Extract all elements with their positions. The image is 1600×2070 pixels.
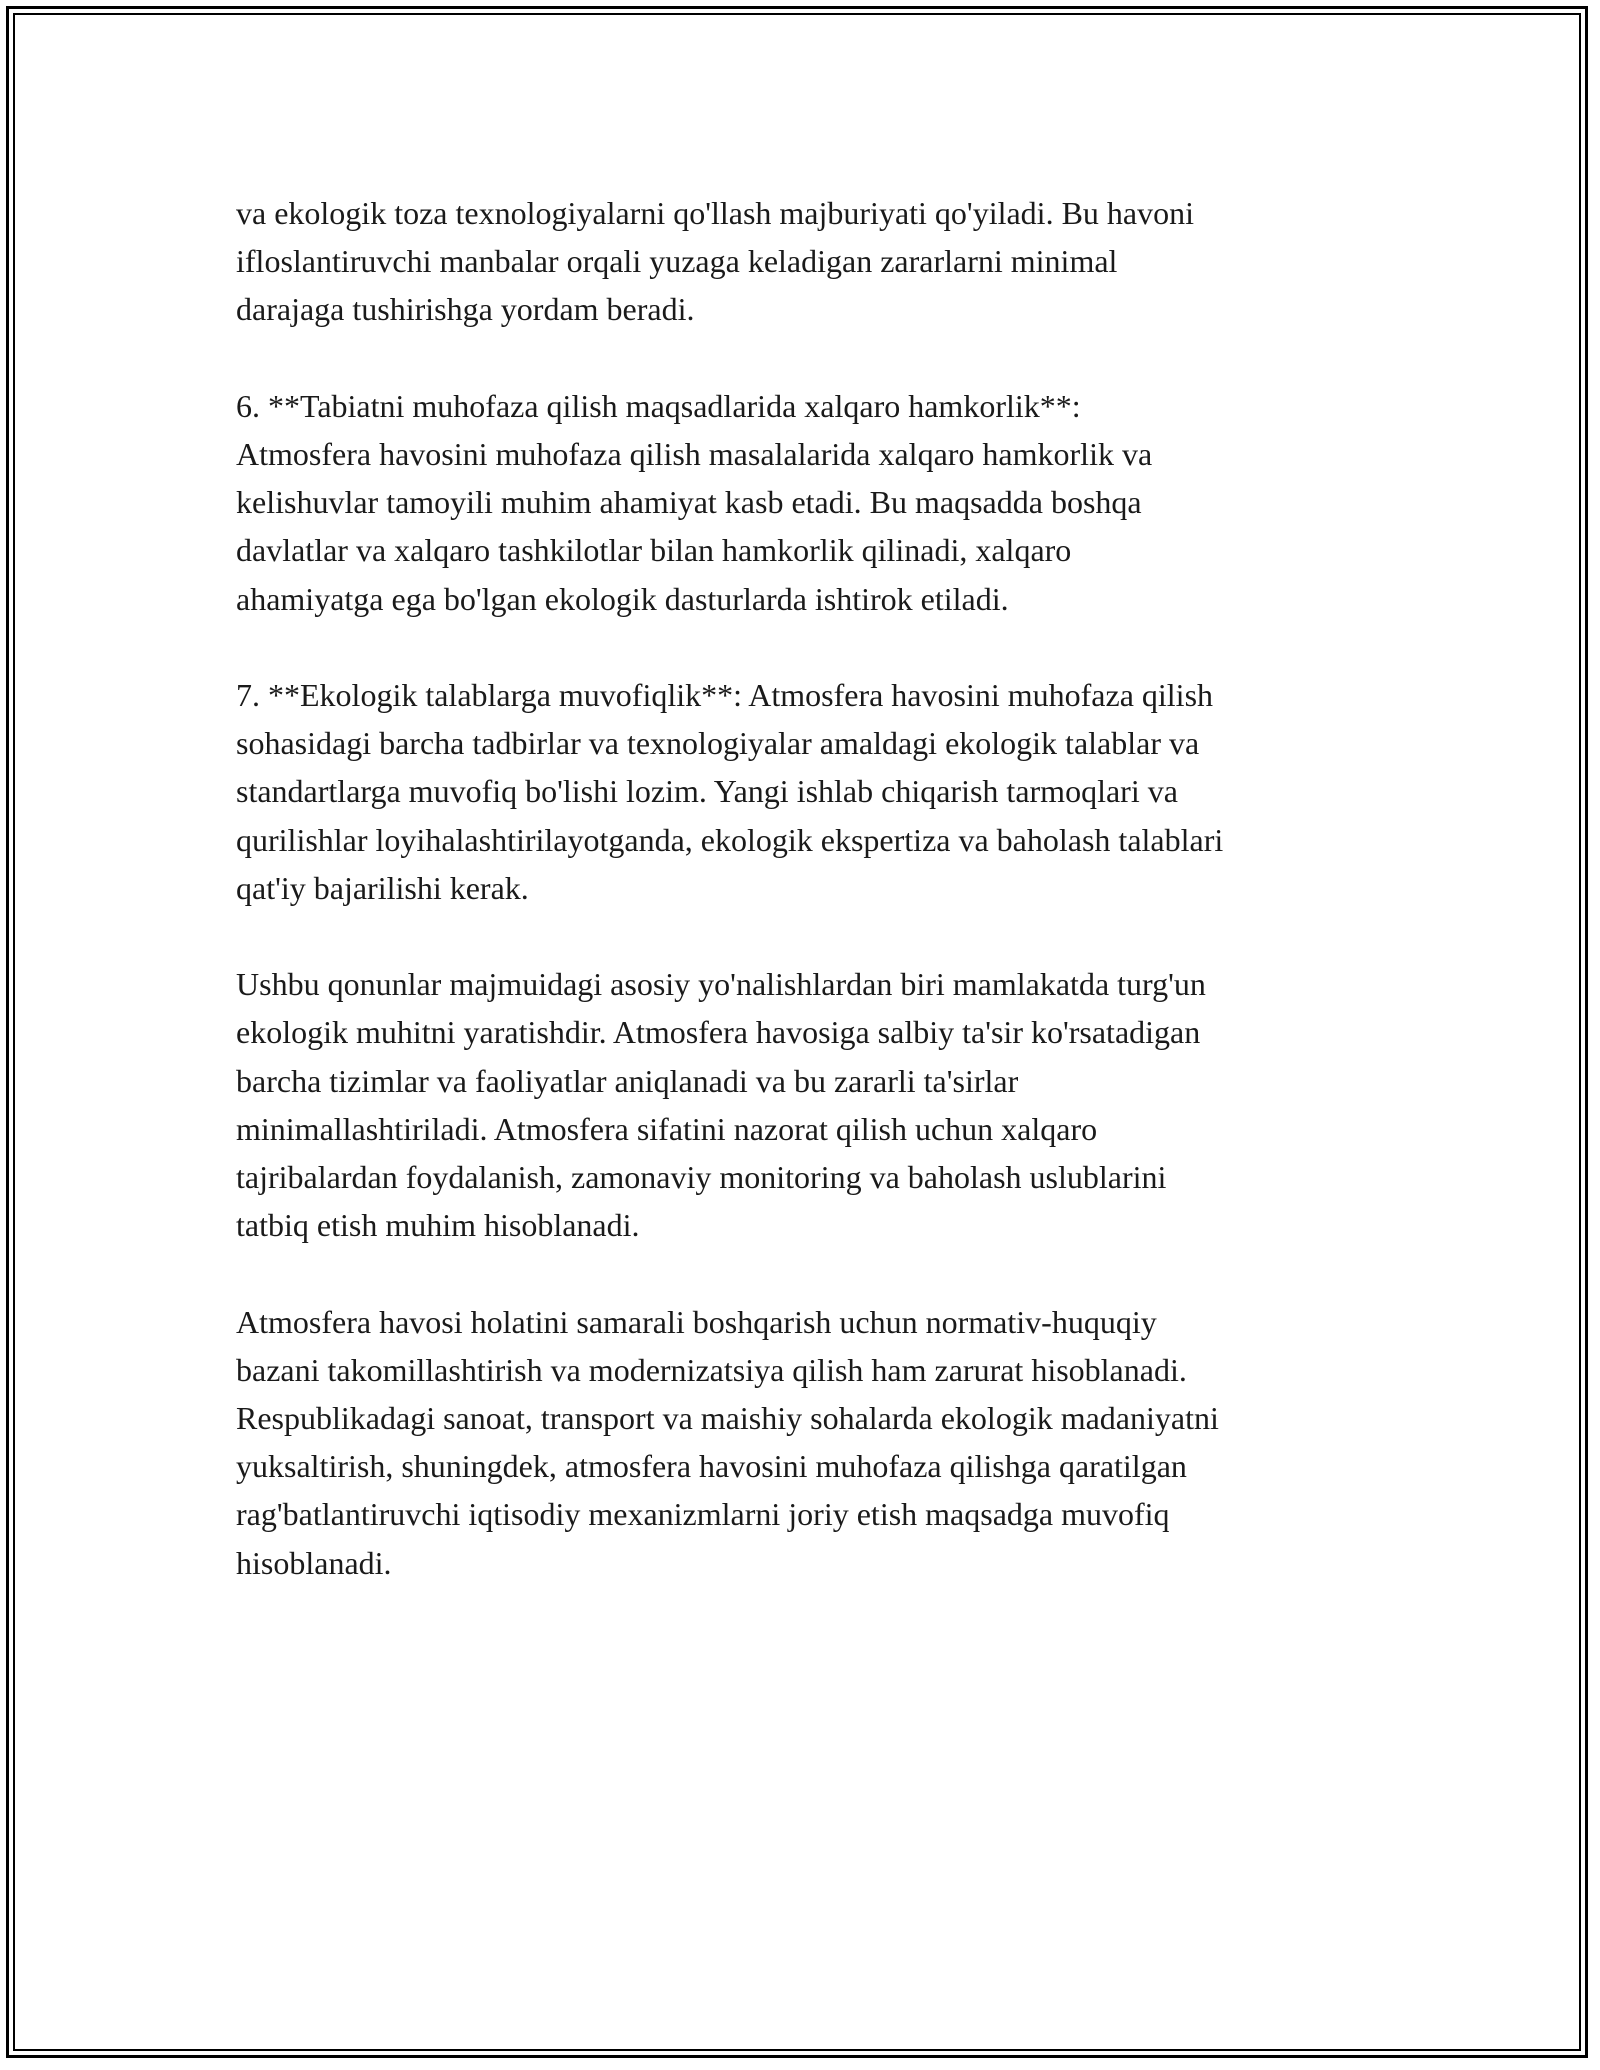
paragraph-5: Atmosfera havosi holatini samarali boshqarish uchun normativ-huquqiy bazani takomillashtirish va modernizatsiya qilish ham zarurat hisoblanadi. Respublikadagi sanoat, transport va maishiy sohalarda ekologik madaniyatni yuksaltirish, shuningdek, atmosfera havosini muhofaza qilishga qaratilgan rag'batlantiruvchi iqtisodiy mexanizmlarni joriy etish maqsadga muvofiq hisoblanadi.: [236, 1303, 1219, 1581]
paragraph-2: 6. **Tabiatni muhofaza qilish maqsadlarida xalqaro hamkorlik**: Atmosfera havosini muhofaza qilish masalalarida xalqaro hamkorlik va kelishuvlar tamoyili muhim ahamiyat kasb etadi. Bu maqsadda boshqa davlatlar va xalqaro tashkilotlar bilan hamkorlik qilinadi, xalqaro ahamiyatga ega bo'lgan ekologik dasturlarda ishtirok etiladi.: [236, 387, 1153, 617]
paragraph-3: 7. **Ekologik talablarga muvofiqlik**: Atmosfera havosini muhofaza qilish sohasidagi barcha tadbirlar va texnologiyalar amaldagi ekologik talablar va standartlarga muvofiq bo'lishi lozim. Yangi ishlab chiqarish tarmoqlari va qurilishlar loyihalashtirilayotganda, ekologik ekspertiza va baholash talablari qat'iy bajarilishi kerak.: [236, 677, 1224, 906]
document-body: [236, 189, 1386, 1635]
paragraph-4: Ushbu qonunlar majmuidagi asosiy yo'nalishlardan biri mamlakatda turg'un ekologik muhitni yaratishdir. Atmosfera havosiga salbiy ta'sir ko'rsatadigan barcha tizimlar va faoliyatlar aniqlanadi va bu zararli ta'sirlar minimallashtiriladi. Atmosfera sifatini nazorat qilish uchun xalqaro tajribalardan foydalanish, zamonaviy monitoring va baholash uslublarini tatbiq etish muhim hisoblanadi.: [236, 966, 1206, 1244]
paragraph-1: va ekologik toza texnologiyalarni qo'llash majburiyati qo'yiladi. Bu havoni ifloslantiruvchi manbalar orqali yuzaga keladigan zararlarni minimal darajaga tushirishga yordam beradi.: [236, 195, 1194, 328]
